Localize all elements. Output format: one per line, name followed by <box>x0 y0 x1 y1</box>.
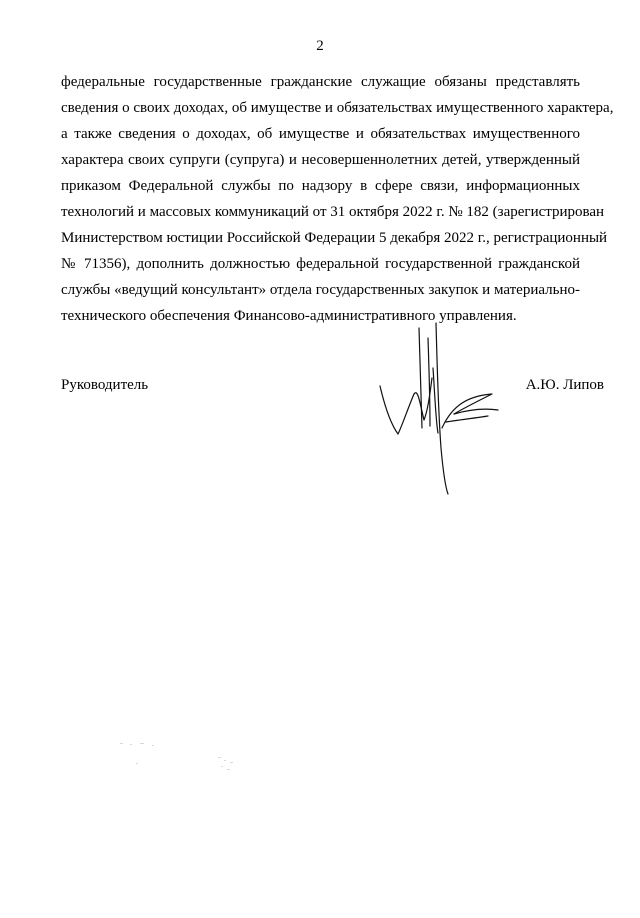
body-line: технического обеспечения Финансово-административного управления. <box>61 308 517 324</box>
page-number: 2 <box>316 38 324 54</box>
body-line: федеральные государственные гражданские служащие обязаны представлять <box>61 74 580 90</box>
body-line: характера своих супруги (супруга) и несовершеннолетних детей, утвержденный <box>61 152 580 168</box>
signatory-title: Руководитель <box>61 377 149 393</box>
scan-artifact <box>100 735 260 785</box>
body-line: а также сведения о доходах, об имуществе и обязательствах имущественного <box>61 126 580 142</box>
body-line: сведения о своих доходах, об имуществе и обязательствах имущественного характера, <box>61 100 614 116</box>
body-line: приказом Федеральной службы по надзору в сфере связи, информационных <box>61 178 580 194</box>
signatory-name: А.Ю. Липов <box>525 377 604 393</box>
body-line: Министерством юстиции Российской Федерации 5 декабря 2022 г., регистрационный <box>61 230 608 246</box>
body-line: № 71356), дополнить должностью федеральной государственной гражданской <box>61 256 580 272</box>
body-line: службы «ведущий консультант» отдела государственных закупок и материально- <box>61 282 580 298</box>
body-line: технологий и массовых коммуникаций от 31 октября 2022 г. № 182 (зарегистрирован <box>61 204 605 220</box>
body-paragraph <box>61 69 614 329</box>
handwritten-signature <box>372 298 512 498</box>
